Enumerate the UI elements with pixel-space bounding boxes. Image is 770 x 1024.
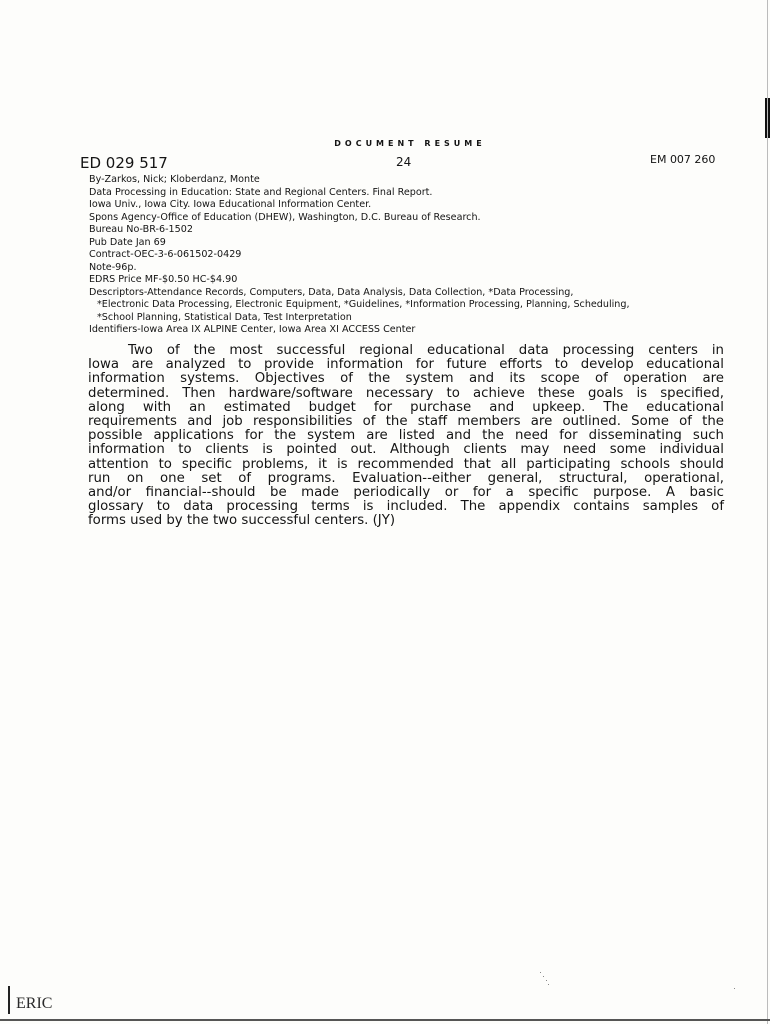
abstract-line: possible applications for the system are listed and the need for disseminating such [88, 428, 724, 444]
descriptors-line: *School Planning, Statistical Data, Test Interpretation [97, 311, 352, 323]
report-title-line: Data Processing in Education: State and Regional Centers. Final Report. [89, 186, 433, 198]
institution-line: Iowa Univ., Iowa City. Iowa Educational Information Center. [89, 199, 372, 210]
scan-edge-line [767, 0, 768, 1024]
abstract-line: forms used by the two successful centers. (JY) [88, 513, 396, 529]
eric-logo [8, 986, 54, 1014]
eric-logo-icon [14, 988, 52, 1012]
eric-logo-text: ERIC [16, 995, 52, 1012]
sponsor-line: Spons Agency-Office of Education (DHEW), Washington, D.C. Bureau of Research. [89, 211, 481, 223]
scan-speck [548, 984, 549, 985]
scan-bottom-rule [0, 1019, 770, 1021]
abstract-line: requirements and job responsibilities of the staff members are outlined. Some of the [88, 413, 724, 429]
scan-speck [734, 988, 735, 989]
abstract-line: run on one set of programs. Evaluation--either general, structural, operational, [88, 470, 724, 486]
price-line: EDRS Price MF-$0.50 HC-$4.90 [89, 274, 238, 285]
abstract-line: determined. Then hardware/software necessary to achieve these goals is specified, [88, 385, 724, 401]
abstract-line: Iowa are analyzed to provide information for future efforts to develop educational [88, 357, 724, 373]
abstract-line: and/or financial--should be made periodically or for a specific purpose. A basic [88, 484, 724, 500]
abstract-line: information systems. Objectives of the system and its scope of operation are [88, 371, 724, 387]
authors-line: By-Zarkos, Nick; Kloberdanz, Monte [89, 174, 260, 185]
abstract-paragraph [88, 344, 724, 528]
identifiers-line: Identifiers-Iowa Area IX ALPINE Center, Iowa Area XI ACCESS Center [89, 324, 416, 335]
abstract-line: Two of the most successful regional educational data processing centers in [128, 343, 724, 358]
em-number: EM 007 260 [650, 153, 716, 166]
scan-speck [543, 976, 544, 977]
note-line: Note-96p. [89, 261, 137, 273]
scan-speck [546, 980, 547, 981]
document-title: DOCUMENT RESUME [334, 139, 486, 148]
descriptors-line: Descriptors-Attendance Records, Computers, Data, Data Analysis, Data Collection, *Data Processing, [89, 286, 574, 298]
scan-speck [540, 972, 541, 973]
bibliographic-metadata [89, 174, 729, 337]
bureau-number-line: Bureau No-BR-6-1502 [89, 224, 193, 235]
pub-date-line: Pub Date Jan 69 [89, 236, 166, 248]
abstract-line: along with an estimated budget for purchase and upkeep. The educational [88, 399, 724, 415]
ed-number: ED 029 517 [80, 154, 168, 172]
descriptors-line: *Electronic Data Processing, Electronic Equipment, *Guidelines, *Information Processing, Planning, Scheduling, [97, 299, 630, 310]
abstract-line: glossary to data processing terms is included. The appendix contains samples of [88, 499, 724, 515]
contract-line: Contract-OEC-3-6-061502-0429 [89, 249, 242, 260]
abstract-line: attention to specific problems, it is recommended that all participating schools should [88, 456, 724, 472]
page-number: 24 [396, 155, 412, 169]
abstract-line: information to clients is pointed out. Although clients may need some individual [88, 442, 724, 458]
